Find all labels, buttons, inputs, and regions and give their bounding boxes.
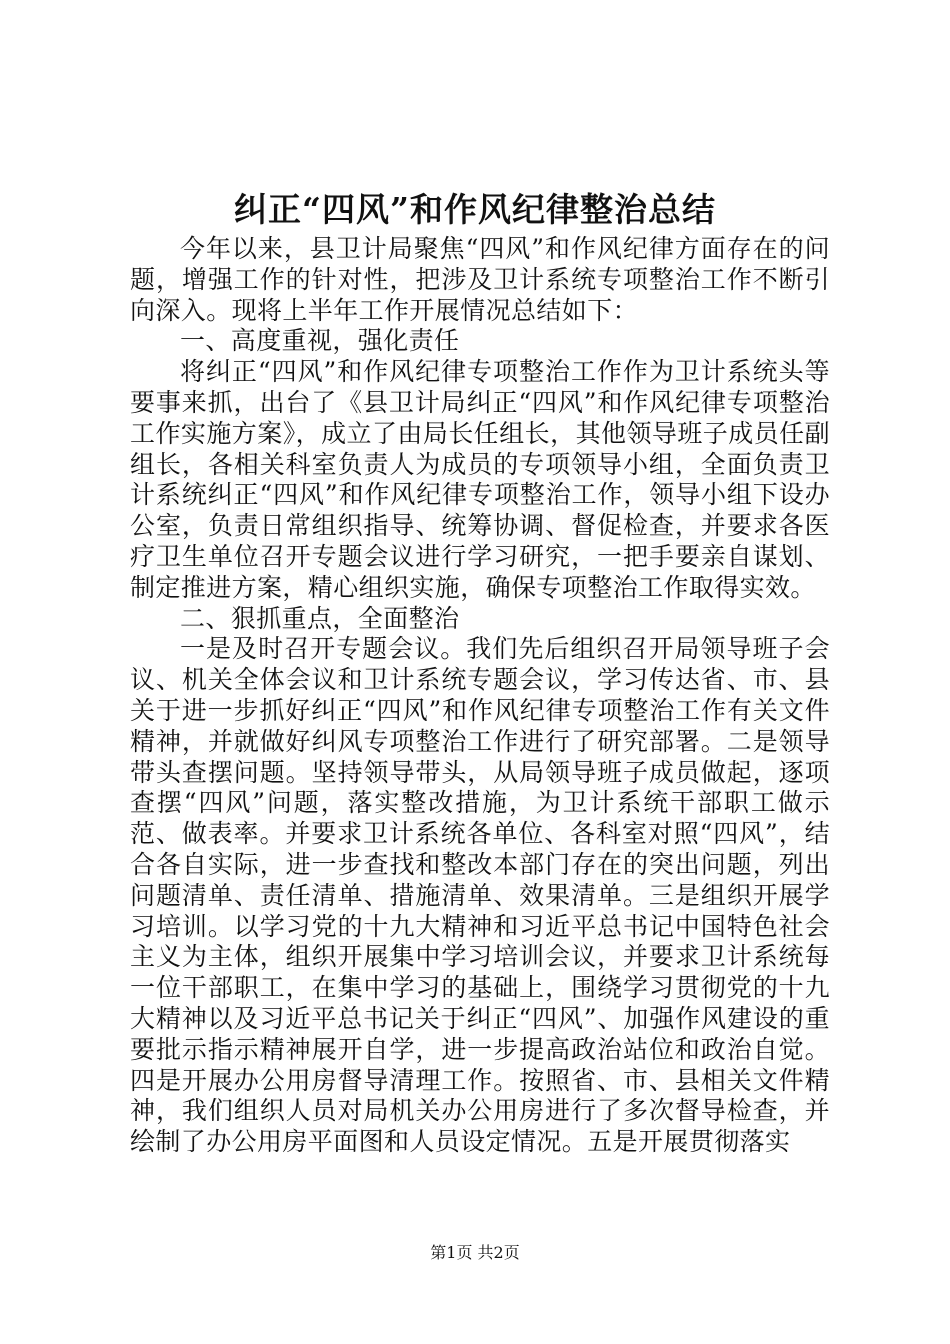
page-footer: 第1页 共2页 [430,1243,520,1262]
document-title: 纠正“四风”和作风纪律整治总结 [234,190,716,229]
section-heading-2: 二、狠抓重点，全面整治 [180,603,460,633]
document-body [130,234,830,1158]
paragraph-section-1: 将纠正“四风”和作风纪律专项整治工作作为卫计系统头等要事来抓，出台了《县卫计局纠正“四风”和作风纪律专项整治工作实施方案》，成立了由局长任组长，其他领导班子成员任副组长，各相关科室负责人为成员的专项领导小组，全面负责卫计系统纠正“四风”和作风纪律专项整治工作，领导小组下设办公室，负责日常组织指导、统筹协调、督促检查，并要求各医疗卫生单位召开专题会议进行学习研究，一把手要亲自谋划、制定推进方案，精心组织实施，确保专项整治工作取得实效。 [130,357,830,602]
paragraph-section-2: 一是及时召开专题会议。我们先后组织召开局领导班子会议、机关全体会议和卫计系统专题会议，学习传达省、市、县关于进一步抓好纠正“四风”和作风纪律专项整治工作有关文件精神，并就做好纠风专项整治工作进行了研究部署。二是领导带头查摆问题。坚持领导带头，从局领导班子成员做起，逐项查摆“四风”问题，落实整改措施，为卫计系统干部职工做示范、做表率。并要求卫计系统各单位、各科室对照“四风”，结合各自实际，进一步查找和整改本部门存在的突出问题，列出问题清单、责任清单、措施清单、效果清单。三是组织开展学习培训。以学习党的十九大精神和习近平总书记中国特色社会主义为主体，组织开展集中学习培训会议，并要求卫计系统每一位干部职工，在集中学习的基础上，围绕学习贯彻党的十九大精神以及习近平总书记关于纠正“四风”、加强作风建设的重要批示指示精神展开自学，进一步提高政治站位和政治自觉。四是开展办公用房督导清理工作。按照省、市、县相关文件精神，我们组织人员对局机关办公用房进行了多次督导检查，并绘制了办公用房平面图和人员设定情况。五是开展贯彻落实 [130,634,830,1157]
paragraph-intro: 今年以来，县卫计局聚焦“四风”和作风纪律方面存在的问题，增强工作的针对性，把涉及卫计系统专项整治工作不断引向深入。现将上半年工作开展情况总结如下： [130,234,830,325]
section-heading-1: 一、高度重视，强化责任 [180,326,460,356]
